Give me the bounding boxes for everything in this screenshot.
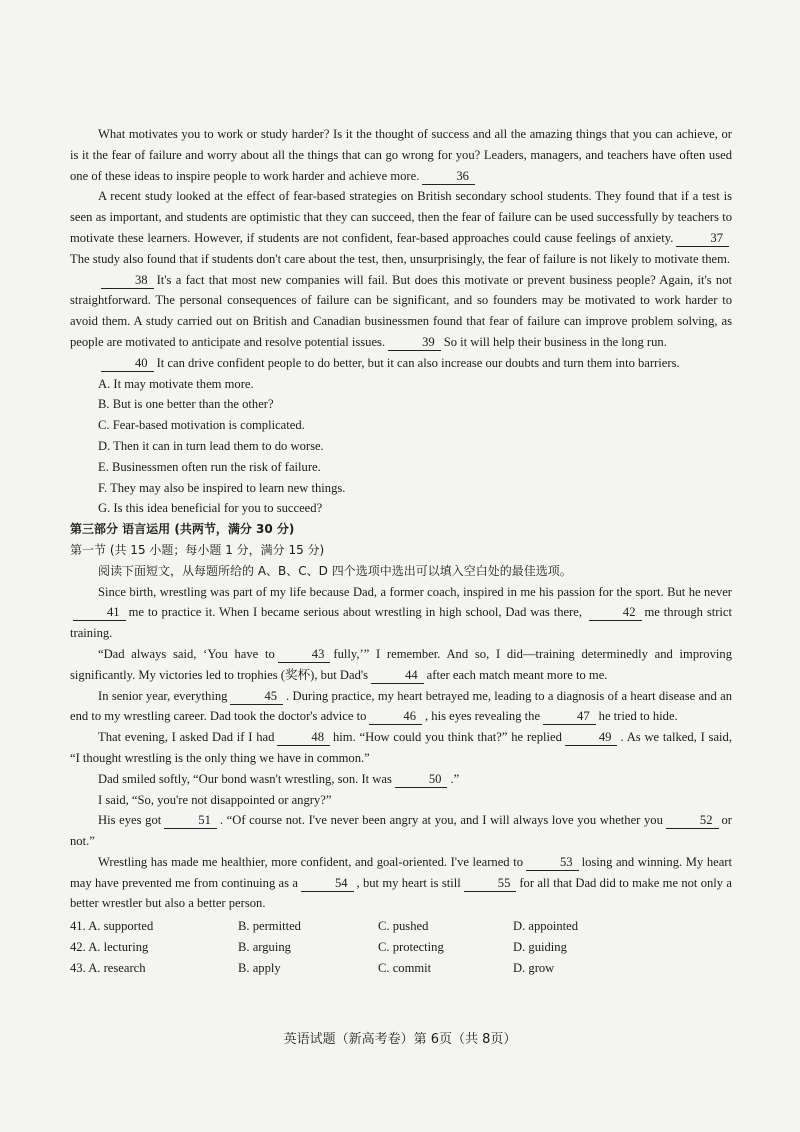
- blank-53[interactable]: 53: [526, 855, 579, 871]
- paragraph: “Dad always said, ‘You have to 43 fully,’” I remember. And so, I did—training determinedly and improving significantly. My victories led to trophies (奖杯), but Dad's 44 after each match meant more to me.: [70, 646, 732, 682]
- choice-option[interactable]: 43. A. research: [70, 961, 146, 976]
- option-item[interactable]: E. Businessmen often run the risk of failure.: [98, 459, 321, 474]
- choice-row: [70, 937, 732, 958]
- section-title: 第三部分 语言运用 (共两节，满分 30 分): [70, 522, 295, 537]
- paragraph: What motivates you to work or study harder? Is it the thought of success and all the amazing things that you can achieve, or is it the fear of failure and worry about all the things that can go wrong for you? Leaders, managers, and teachers have often used one of these ideas to inspire people to work harder and achieve more. 36: [70, 127, 732, 183]
- option-list: [70, 374, 732, 520]
- option-item[interactable]: A. It may motivate them more.: [98, 376, 254, 391]
- choices-table: [70, 916, 732, 979]
- option-item[interactable]: B. But is one better than the other?: [98, 397, 274, 412]
- option-item[interactable]: F. They may also be inspired to learn new things.: [98, 480, 346, 495]
- blank-44[interactable]: 44: [371, 668, 424, 684]
- paragraph: 38 It's a fact that most new companies will fail. But does this motivate or prevent business people? Again, it's not straightforward. The personal consequences of failure can be significant, and so founders may be motivated to work harder to avoid them. A study carried out on British and Canadian businessmen found that fear of failure can improve problem solving, as people are motivated to anticipate and resolve potential issues. 39 So it will help their business in the long run.: [70, 272, 732, 349]
- blank-54[interactable]: 54: [301, 876, 354, 892]
- paragraph: I said, “So, you're not disappointed or angry?”: [98, 792, 332, 807]
- choice-option[interactable]: C. commit: [378, 961, 432, 976]
- subsection-title: 第一节 (共 15 小题；每小题 1 分，满分 15 分): [70, 542, 325, 557]
- choice-option[interactable]: D. grow: [513, 961, 555, 976]
- paragraph: Wrestling has made me healthier, more confident, and goal-oriented. I've learned to 53 losing and winning. My heart may have prevented me from continuing as a 54 , but my heart is still 55 for all that Dad did to make me not only a better wrestler but also a better person.: [70, 854, 732, 911]
- choice-option[interactable]: B. apply: [238, 961, 281, 976]
- choice-option[interactable]: B. permitted: [238, 919, 301, 934]
- blank-50[interactable]: 50: [395, 772, 448, 788]
- blank-49[interactable]: 49: [565, 730, 618, 746]
- paragraph: 40 It can drive confident people to do better, but it can also increase our doubts and turn them into barriers.: [70, 353, 732, 374]
- blank-41[interactable]: 41: [73, 605, 126, 621]
- option-item[interactable]: C. Fear-based motivation is complicated.: [98, 418, 305, 433]
- blank-46[interactable]: 46: [369, 709, 422, 725]
- paragraph: Dad smiled softly, “Our bond wasn't wrestling, son. It was 50 .”: [98, 771, 460, 786]
- blank-38[interactable]: 38: [101, 273, 154, 289]
- blank-37[interactable]: 37: [676, 231, 729, 247]
- choice-option[interactable]: C. protecting: [378, 940, 444, 955]
- choice-row: [70, 958, 732, 979]
- choice-row: [70, 916, 732, 937]
- page-content: [70, 124, 732, 979]
- blank-52[interactable]: 52: [666, 813, 719, 829]
- choice-option[interactable]: D. guiding: [513, 940, 567, 955]
- blank-39[interactable]: 39: [388, 335, 441, 351]
- blank-45[interactable]: 45: [230, 689, 283, 705]
- paragraph: In senior year, everything 45 . During practice, my heart betrayed me, leading to a diagnosis of a heart disease and an end to my wrestling career. Dad took the doctor's advice to 46 , his eyes revealing the 47 he tried to hide.: [70, 688, 732, 724]
- choice-option[interactable]: C. pushed: [378, 919, 429, 934]
- blank-51[interactable]: 51: [164, 813, 217, 829]
- instructions: 阅读下面短文，从每题所给的 A、B、C、D 四个选项中选出可以填入空白处的最佳选项。: [98, 563, 572, 578]
- option-item[interactable]: G. Is this idea beneficial for you to succeed?: [98, 501, 323, 516]
- paragraph: A recent study looked at the effect of fear-based strategies on British secondary school students. They found that if a test is seen as important, and students are optimistic that they can succeed, then the fear of failure can be used successfully by teachers to motivate these learners. However, if students are not confident, fear-based approaches could cause feelings of anxiety. 37The study also found that if students don't care about the test, then, unsurprisingly, the fear of failure is not likely to motivate them.: [70, 189, 732, 266]
- blank-48[interactable]: 48: [277, 730, 330, 746]
- option-item[interactable]: D. Then it can in turn lead them to do worse.: [98, 438, 324, 453]
- choice-option[interactable]: 42. A. lecturing: [70, 940, 149, 955]
- blank-40[interactable]: 40: [101, 356, 154, 372]
- paragraph: His eyes got 51 . “Of course not. I've never been angry at you, and I will always love you whether you 52 or not.”: [70, 813, 732, 849]
- choice-option[interactable]: D. appointed: [513, 919, 579, 934]
- choice-option[interactable]: 41. A. supported: [70, 919, 154, 934]
- page-footer: 英语试题（新高考卷）第 6页（共 8页）: [283, 1032, 517, 1047]
- blank-43[interactable]: 43: [278, 647, 331, 663]
- paragraph: That evening, I asked Dad if I had 48 him. “How could you think that?” he replied 49 . As we talked, I said, “I thought wrestling is the only thing we have in common.”: [70, 730, 732, 765]
- choice-option[interactable]: B. arguing: [238, 940, 291, 955]
- blank-55[interactable]: 55: [464, 876, 517, 892]
- blank-47[interactable]: 47: [543, 709, 596, 725]
- blank-36[interactable]: 36: [422, 169, 475, 185]
- paragraph: Since birth, wrestling was part of my life because Dad, a former coach, inspired in me his passion for the sport. But he never41 me to practice it. When I became serious about wrestling in high school, Dad was there, 42 me through strict training.: [70, 584, 733, 641]
- blank-42[interactable]: 42: [589, 605, 642, 621]
